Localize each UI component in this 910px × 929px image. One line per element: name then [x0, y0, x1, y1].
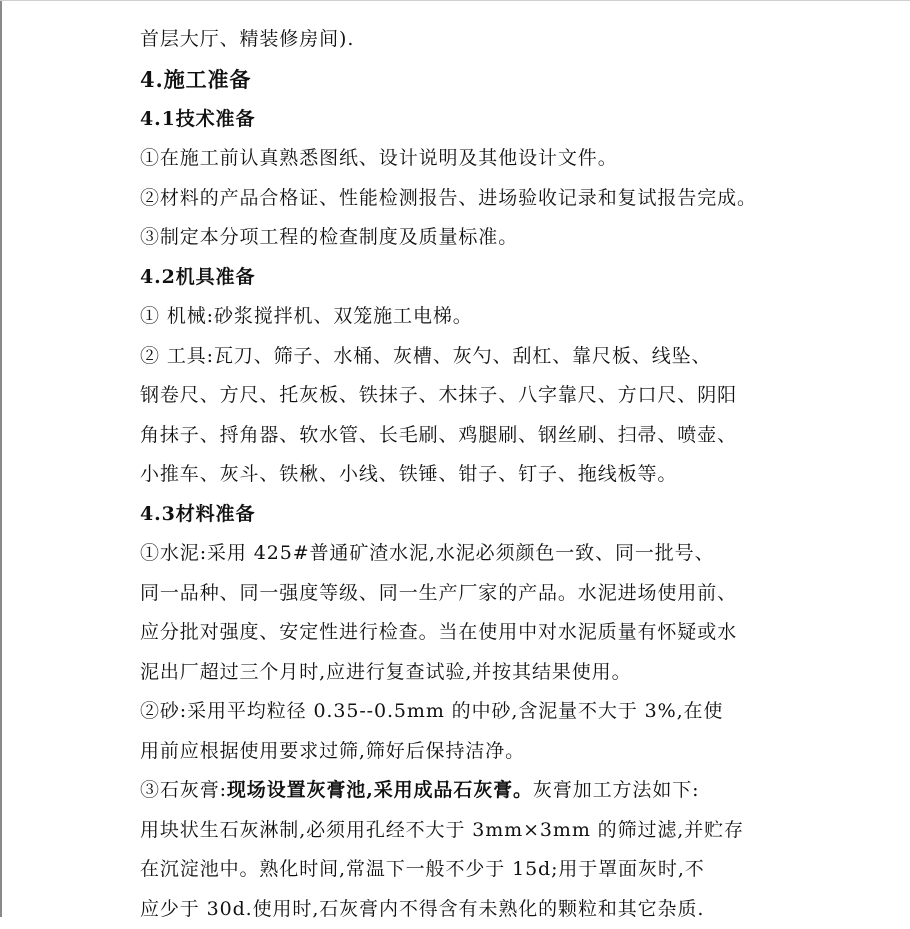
paragraph-line: 在沉淀池中。熟化时间,常温下一般不少于 15d;用于罩面灰时,不 — [140, 850, 780, 890]
item-label: ③石灰膏: — [140, 779, 227, 801]
list-item: ③制定本分项工程的检查制度及质量标准。 — [140, 218, 780, 258]
paragraph-line: 应少于 30d.使用时,石灰膏内不得含有未熟化的颗粒和其它杂质. — [140, 890, 780, 929]
paragraph-line: 用块状生石灰淋制,必须用孔经不大于 3mm×3mm 的筛过滤,并贮存 — [140, 811, 780, 851]
paragraph-line: 角抹子、捋角器、软水管、长毛刷、鸡腿刷、钢丝刷、扫帚、喷壶、 — [140, 416, 780, 456]
item-text: 灰膏加工方法如下: — [533, 779, 700, 801]
paragraph-line: 同一品种、同一强度等级、同一生产厂家的产品。水泥进场使用前、 — [140, 574, 780, 614]
list-item: ②材料的产品合格证、性能检测报告、进场验收记录和复试报告完成。 — [140, 179, 780, 219]
list-item: ② 工具:瓦刀、筛子、水桶、灰槽、灰勺、刮杠、靠尺板、线坠、 — [140, 337, 780, 377]
subsection-heading: 4.1技术准备 — [140, 100, 780, 140]
bold-emphasis: 现场设置灰膏池,采用成品石灰膏。 — [227, 779, 533, 801]
subsection-heading: 4.3材料准备 — [140, 495, 780, 535]
list-item — [140, 771, 780, 811]
page-top-border — [0, 0, 910, 1]
list-item: ①在施工前认真熟悉图纸、设计说明及其他设计文件。 — [140, 139, 780, 179]
section-heading: 4.施工准备 — [140, 60, 780, 100]
paragraph-line: 首层大厅、精装修房间). — [140, 20, 780, 60]
list-item: ① 机械:砂浆搅拌机、双笼施工电梯。 — [140, 297, 780, 337]
paragraph-line: 泥出厂超过三个月时,应进行复查试验,并按其结果使用。 — [140, 653, 780, 693]
paragraph-line: 应分批对强度、安定性进行检查。当在使用中对水泥质量有怀疑或水 — [140, 613, 780, 653]
page-left-border — [0, 0, 2, 917]
list-item: ①水泥:采用 425#普通矿渣水泥,水泥必须颜色一致、同一批号、 — [140, 534, 780, 574]
paragraph-line: 钢卷尺、方尺、托灰板、铁抹子、木抹子、八字靠尺、方口尺、阴阳 — [140, 376, 780, 416]
subsection-heading: 4.2机具准备 — [140, 258, 780, 298]
paragraph-line: 小推车、灰斗、铁楸、小线、铁锤、钳子、钉子、拖线板等。 — [140, 455, 780, 495]
paragraph-line: 用前应根据使用要求过筛,筛好后保持洁净。 — [140, 732, 780, 772]
document-page — [140, 20, 780, 929]
list-item: ②砂:采用平均粒径 0.35--0.5mm 的中砂,含泥量不大于 3%,在使 — [140, 692, 780, 732]
